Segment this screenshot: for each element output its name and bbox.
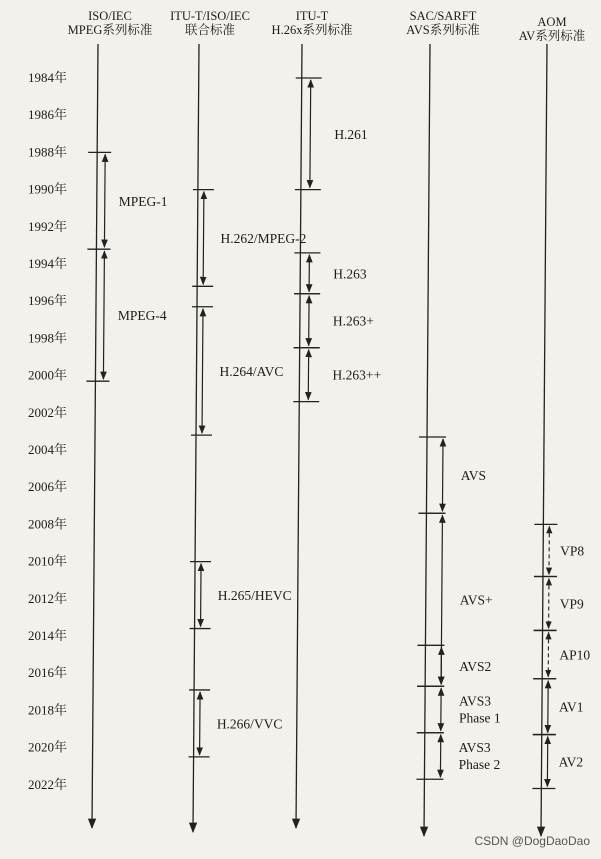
standard-label-ap10: AP10 [559,647,591,663]
standard-label-vp8: VP8 [560,543,585,559]
standard-label-avs1: AVS [460,468,487,484]
year-label-2004: 2004年 [28,442,68,457]
timeline-axis-joint [193,44,199,832]
year-label-1994: 1994年 [28,256,68,271]
watermark-text: CSDN @DogDaoDao [474,834,590,848]
standard-label-av1: AV1 [558,699,584,715]
standard-label-avs3p2-line1: AVS3 [458,739,491,755]
span-arrow-h264 [202,309,203,433]
year-label-2000: 2000年 [28,367,68,383]
standard-label-h263: H.263 [333,266,367,282]
standard-label-mpeg4: MPEG-4 [117,308,167,324]
year-label-1990: 1990年 [28,181,68,197]
column-header-joint-line2: 联合标准 [184,23,236,37]
span-arrow-h262 [203,192,204,285]
year-label-2018: 2018年 [28,702,68,718]
column-header-avs-line1: SAC/SARFT [409,9,477,23]
timeline-axis-mpeg [92,44,98,828]
standard-label-h262: H.262/MPEG-2 [220,230,307,246]
column-header-avs-line2: AVS系列标准 [406,23,480,37]
column-header-h26x-line1: ITU-T [295,9,329,23]
timeline-axis-aom [541,44,547,836]
year-label-2016: 2016年 [28,665,68,681]
standard-label-h265: H.265/HEVC [217,588,292,604]
standard-label-avs3p1-line2: Phase 1 [458,710,501,726]
year-label-2012: 2012年 [28,590,68,606]
standard-label-h266: H.266/VVC [216,716,283,732]
timeline-axis-avs [424,44,430,836]
year-label-1992: 1992年 [28,218,68,234]
column-header-h26x-line2: H.26x系列标准 [271,23,353,37]
column-header-mpeg-line1: ISO/IEC [88,9,132,23]
year-label-1984: 1984年 [28,70,68,85]
standard-label-vp9: VP9 [559,596,584,612]
year-label-2008: 2008年 [28,516,68,532]
standard-label-h261: H.261 [334,126,368,142]
year-label-2020: 2020年 [28,739,68,755]
year-label-1986: 1986年 [28,107,68,123]
timeline-axis-h26x [296,44,302,828]
span-arrow-h265 [201,564,202,627]
year-label-2022: 2022年 [28,776,68,792]
standard-label-av2: AV2 [558,754,584,770]
standard-label-h263pp: H.263++ [332,367,382,383]
standard-label-h263p: H.263+ [332,313,374,329]
year-label-2010: 2010年 [28,553,68,569]
span-arrow-mpeg4 [103,251,104,379]
year-label-2014: 2014年 [28,628,68,643]
column-header-aom-line2: AV系列标准 [518,29,586,43]
standard-label-avs2: AVS2 [459,658,492,674]
year-label-1996: 1996年 [28,293,68,309]
standard-label-avsplus: AVS+ [459,592,493,608]
column-header-mpeg-line2: MPEG系列标准 [67,23,153,37]
year-label-2006: 2006年 [28,479,68,495]
year-label-2002: 2002年 [28,404,68,420]
standard-label-h264: H.264/AVC [219,363,284,379]
span-arrow-avs1 [442,439,443,511]
standard-label-mpeg1: MPEG-1 [118,193,168,209]
standard-label-avs3p2-line2: Phase 2 [458,756,501,772]
column-header-aom-line1: AOM [537,15,567,29]
span-arrow-h266 [200,692,201,755]
year-label-1998: 1998年 [28,330,68,346]
column-header-joint-line1: ITU-T/ISO/IEC [170,9,250,23]
year-label-1988: 1988年 [28,144,68,160]
span-arrow-mpeg1 [104,154,105,247]
standard-label-avs3p1-line1: AVS3 [458,693,491,709]
span-arrow-h261 [310,80,311,188]
